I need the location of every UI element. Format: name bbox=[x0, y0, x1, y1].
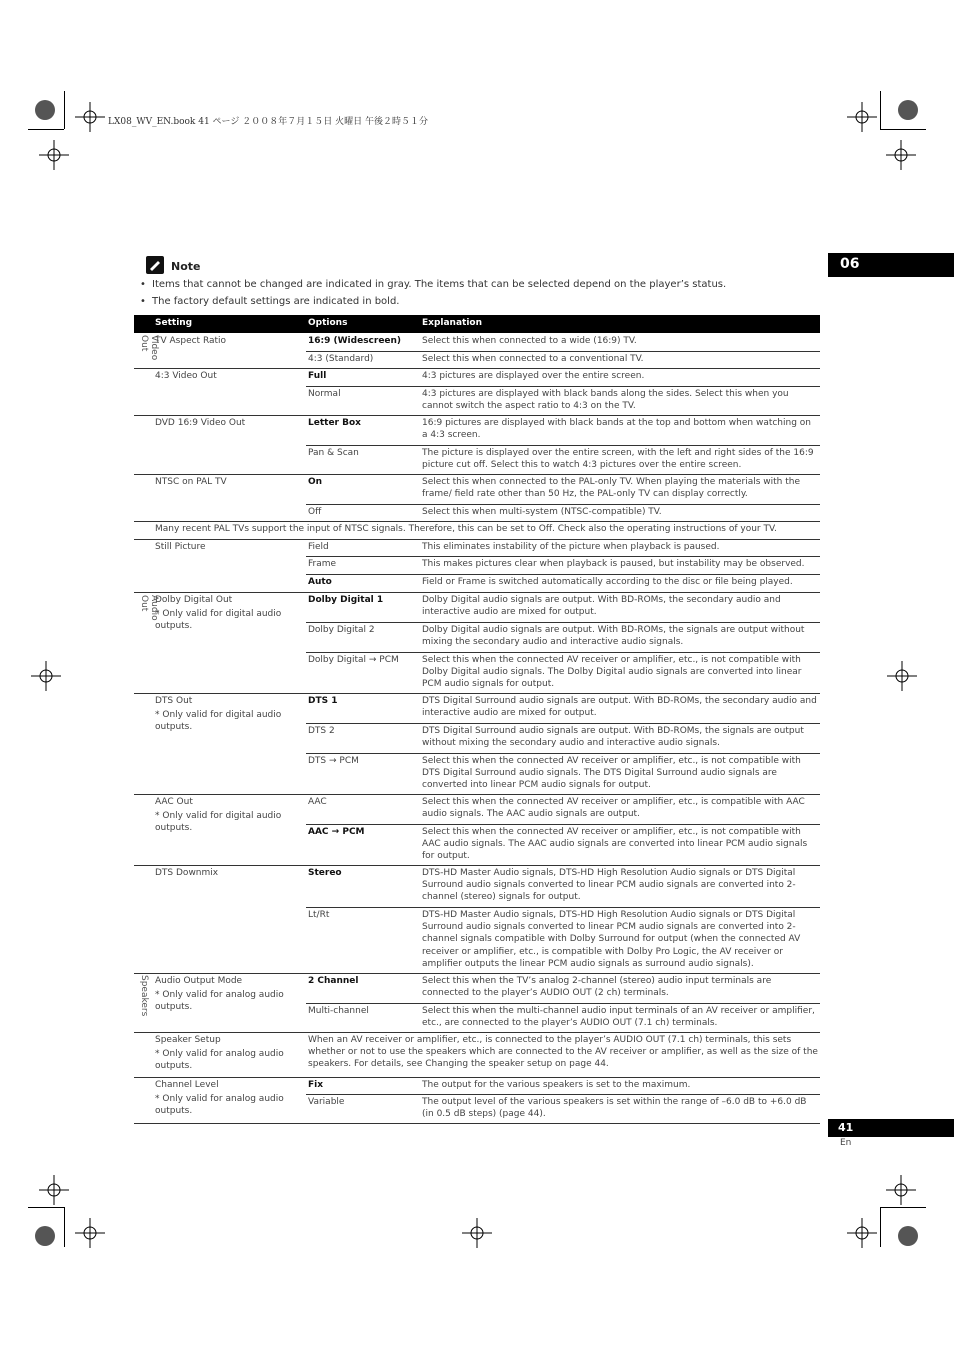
option-value: Stereo bbox=[308, 868, 342, 878]
settings-table bbox=[134, 315, 820, 1120]
setting-explanation: When an AV receiver or amplifier, etc., is connected to the player’s AUDIO OUT (7.1 ch) terminals, this sets whether or not to use the speakers which are connected to the AV receiver or amplifier, as well as the size of the speakers. For details, see Changing the speaker setup on page 44. bbox=[308, 1035, 818, 1070]
setting-name: Audio Output Mode bbox=[155, 976, 243, 986]
table-row bbox=[134, 824, 820, 865]
option-explanation: Select this when connected to a wide (16:9) TV. bbox=[422, 336, 637, 346]
option-value: DTS 2 bbox=[308, 726, 335, 736]
option-explanation: 16:9 pictures are displayed with black bands at the top and bottom when watching on a 4:3 screen. bbox=[422, 418, 811, 441]
table-row bbox=[134, 907, 820, 973]
setting-note: * Only valid for digital audio outputs. bbox=[155, 811, 282, 834]
option-value: 4:3 (Standard) bbox=[308, 354, 374, 364]
setting-name: NTSC on PAL TV bbox=[155, 477, 227, 487]
table-header bbox=[134, 315, 820, 333]
option-explanation: Select this when connected to a conventional TV. bbox=[422, 354, 644, 364]
note-pencil-icon bbox=[146, 256, 164, 274]
option-value: Pan & Scan bbox=[308, 448, 359, 458]
table-row bbox=[134, 474, 820, 504]
table-row bbox=[134, 574, 820, 592]
option-explanation: Field or Frame is switched automatically according to the disc or file being played. bbox=[422, 577, 793, 587]
table-row bbox=[134, 386, 820, 415]
table-bottom-rule bbox=[134, 1123, 820, 1124]
note-bullets bbox=[140, 279, 726, 313]
table-row bbox=[134, 333, 820, 351]
page-number: 41 bbox=[828, 1119, 954, 1137]
option-value: Lt/Rt bbox=[308, 910, 330, 920]
option-explanation: Select this when the multi-channel audio input terminals of an AV receiver or amplifier, etc., are connected to the player’s AUDIO OUT (7.1 ch) terminals. bbox=[422, 1006, 815, 1029]
setting-name: Channel Level bbox=[155, 1080, 219, 1090]
group-label-speakers: Speakers bbox=[139, 975, 149, 1017]
print-header: LX08_WV_EN.book 41 ページ ２００８年７月１５日 火曜日 午後２時５１分 bbox=[108, 117, 428, 127]
option-explanation: Select this when the connected AV receiver or amplifier, etc., is not compatible with DTS Digital Surround audio signals. The DTS Digital Surround audio signals are converted into linear PCM audio signals for output. bbox=[422, 756, 801, 791]
option-value: AAC → PCM bbox=[308, 827, 365, 837]
setting-name: 4:3 Video Out bbox=[155, 371, 217, 381]
setting-name: Speaker Setup bbox=[155, 1035, 221, 1045]
option-value: DTS 1 bbox=[308, 696, 338, 706]
table-row bbox=[134, 539, 820, 556]
option-value: DTS → PCM bbox=[308, 756, 359, 766]
group-label-video-out: Video Out bbox=[139, 335, 159, 361]
option-explanation: The output level of the various speakers is set within the range of –6.0 dB to +6.0 dB (in 0.5 dB steps) (page 44). bbox=[422, 1097, 807, 1120]
option-value: Fix bbox=[308, 1080, 324, 1090]
table-row bbox=[134, 556, 820, 574]
setting-name: Still Picture bbox=[155, 542, 206, 552]
setting-name: AAC Out bbox=[155, 797, 193, 807]
option-value: Frame bbox=[308, 559, 337, 569]
option-value: Dolby Digital → PCM bbox=[308, 655, 399, 665]
option-value: 2 Channel bbox=[308, 976, 359, 986]
group-label-audio-out: Audio Out bbox=[139, 595, 159, 621]
option-explanation: DTS Digital Surround audio signals are output. With BD-ROMs, the signals are output without mixing the secondary audio and interactive audio signals. bbox=[422, 726, 804, 749]
setting-name: Dolby Digital Out bbox=[155, 595, 233, 605]
setting-note: * Only valid for analog audio outputs. bbox=[155, 1094, 284, 1117]
chapter-tab: 06 bbox=[828, 253, 954, 277]
option-explanation: DTS-HD Master Audio signals, DTS-HD High Resolution Audio signals or DTS Digital Surround audio signals converted to linear PCM audio signals are converted into 2-channel (stereo) signals for output. bbox=[422, 868, 796, 903]
option-value: Field bbox=[308, 542, 329, 552]
option-explanation: 4:3 pictures are displayed with black bands along the sides. Select this when you cannot switch the aspect ratio to 4:3 on the TV. bbox=[422, 389, 789, 412]
note-title: Note bbox=[171, 260, 201, 273]
option-explanation: Select this when the connected AV receiver or amplifier, etc., is compatible with AAC audio signals. The AAC audio signals are output. bbox=[422, 797, 805, 820]
option-value: Full bbox=[308, 371, 327, 381]
option-explanation: The output for the various speakers is set to the maximum. bbox=[422, 1080, 691, 1090]
option-value: Variable bbox=[308, 1097, 345, 1107]
table-row bbox=[134, 1032, 820, 1077]
option-value: Auto bbox=[308, 577, 332, 587]
table-row bbox=[134, 1094, 820, 1123]
option-explanation: This eliminates instability of the picture when playback is paused. bbox=[422, 542, 720, 552]
option-explanation: Dolby Digital audio signals are output. With BD-ROMs, the secondary audio and interactive audio are mixed for output. bbox=[422, 595, 781, 618]
option-explanation: Select this when the connected AV receiver or amplifier, etc., is not compatible with AAC audio signals. The AAC audio signals are converted into linear PCM audio signals for output. bbox=[422, 827, 808, 862]
table-row bbox=[134, 521, 820, 539]
setting-note: * Only valid for analog audio outputs. bbox=[155, 990, 284, 1013]
setting-name: DTS Downmix bbox=[155, 868, 219, 878]
option-explanation: Select this when the TV’s analog 2-channel (stereo) audio input terminals are connected to the player’s AUDIO OUT (2 ch) terminals. bbox=[422, 976, 772, 999]
table-row bbox=[134, 652, 820, 693]
setting-note: * Only valid for digital audio outputs. bbox=[155, 609, 282, 632]
table-row bbox=[134, 504, 820, 521]
option-explanation: DTS-HD Master Audio signals, DTS-HD High Resolution Audio signals or DTS Digital Surround audio signals converted to linear PCM audio signals are converted into 2-channel signals compatible with Dolby Surround for output (when the connected AV receiver or amplifier, etc., is compatible with Dolby Pro Logic, the AV receiver or amplifier outputs the linear PCM audio signals as surround audio signals). bbox=[422, 910, 801, 969]
option-value: Multi-channel bbox=[308, 1006, 369, 1016]
setting-note: * Only valid for digital audio outputs. bbox=[155, 710, 282, 733]
header-setting: Setting bbox=[155, 318, 193, 328]
table-row bbox=[134, 445, 820, 474]
option-explanation: Select this when connected to the PAL-only TV. When playing the materials with the frame/ field rate other than 50 Hz, the PAL-only TV can display correctly. bbox=[422, 477, 800, 500]
option-value: Off bbox=[308, 507, 322, 517]
option-explanation: Select this when the connected AV receiver or amplifier, etc., is not compatible with Dolby Digital audio signals. The Dolby Digital audio signals are converted into linear PCM audio signals for output. bbox=[422, 655, 802, 690]
setting-name: TV Aspect Ratio bbox=[155, 336, 227, 346]
language-label: En bbox=[840, 1138, 852, 1148]
setting-name: DVD 16:9 Video Out bbox=[155, 418, 246, 428]
option-explanation: Dolby Digital audio signals are output. With BD-ROMs, the signals are output without mixing the secondary audio and interactive audio signals. bbox=[422, 625, 805, 648]
note-bullet: • The factory default settings are indicated in bold. bbox=[140, 296, 726, 313]
option-value: 16:9 (Widescreen) bbox=[308, 336, 402, 346]
table-row bbox=[134, 351, 820, 368]
table-row bbox=[134, 723, 820, 753]
table-row bbox=[134, 865, 820, 907]
option-value: On bbox=[308, 477, 323, 487]
option-explanation: 4:3 pictures are displayed over the entire screen. bbox=[422, 371, 645, 381]
option-explanation: This makes pictures clear when playback is paused, but instability may be observed. bbox=[422, 559, 805, 569]
header-options: Options bbox=[308, 318, 348, 328]
table-footnote: Many recent PAL TVs support the input of NTSC signals. Therefore, this can be set to Off. Check also the operating instructions of your TV. bbox=[155, 524, 777, 534]
table-row bbox=[134, 415, 820, 445]
table-row bbox=[134, 1003, 820, 1032]
setting-name: DTS Out bbox=[155, 696, 193, 706]
option-value: AAC bbox=[308, 797, 327, 807]
header-explanation: Explanation bbox=[422, 318, 483, 328]
option-explanation: The picture is displayed over the entire screen, with the left and right sides of the 16:9 picture cut off. Select this to watch 4:3 pictures over the entire screen. bbox=[422, 448, 814, 471]
option-explanation: DTS Digital Surround audio signals are output. With BD-ROMs, the secondary audio and interactive audio are mixed for output. bbox=[422, 696, 817, 719]
note-bullet: • Items that cannot be changed are indicated in gray. The items that can be selected depend on the player’s status. bbox=[140, 279, 726, 296]
option-value: Dolby Digital 1 bbox=[308, 595, 384, 605]
option-explanation: Select this when multi-system (NTSC-compatible) TV. bbox=[422, 507, 662, 517]
option-value: Letter Box bbox=[308, 418, 361, 428]
option-value: Normal bbox=[308, 389, 341, 399]
table-row bbox=[134, 753, 820, 794]
table-row bbox=[134, 368, 820, 386]
option-value: Dolby Digital 2 bbox=[308, 625, 375, 635]
table-row bbox=[134, 622, 820, 652]
setting-note: * Only valid for analog audio outputs. bbox=[155, 1049, 284, 1072]
